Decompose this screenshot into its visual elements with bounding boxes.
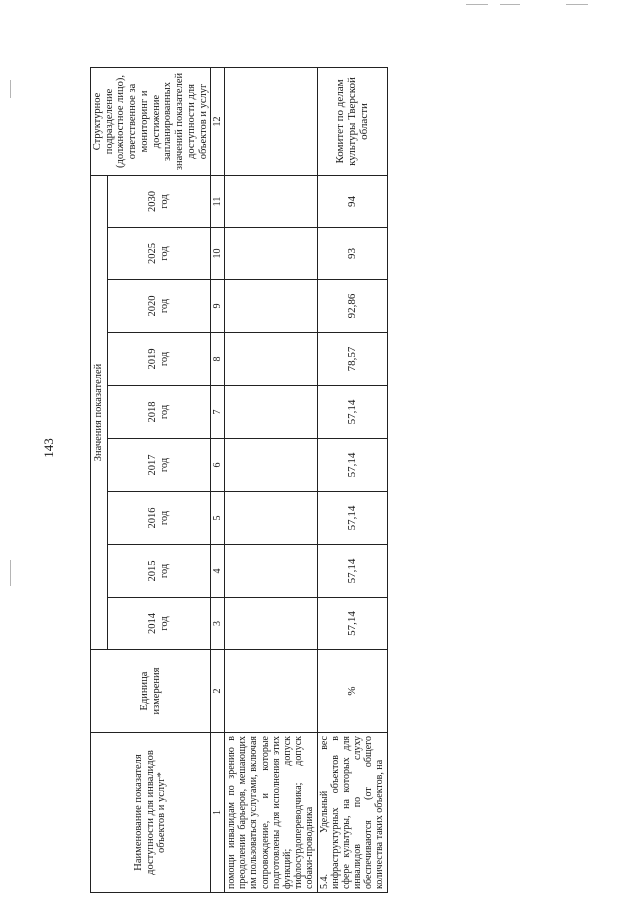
- header-year: 2030 год: [108, 175, 211, 227]
- table-row: [225, 67, 318, 892]
- scan-mark-top-2: [500, 4, 520, 5]
- column-number-row: [211, 67, 225, 892]
- header-year: 2016 год: [108, 492, 211, 545]
- value-cell: 92,86: [317, 280, 387, 333]
- column-number: 9: [211, 280, 225, 333]
- column-number: 8: [211, 333, 225, 386]
- value-cell: 57,14: [317, 598, 387, 650]
- column-number: 10: [211, 228, 225, 280]
- responsible-cell: [225, 67, 318, 175]
- value-cell: 57,14: [317, 439, 387, 492]
- unit-cell: %: [317, 650, 387, 733]
- value-cell: 57,14: [317, 492, 387, 545]
- value-cell: [225, 439, 318, 492]
- header-values-group: Значения показателей: [91, 175, 108, 649]
- value-cell: 78,57: [317, 333, 387, 386]
- header-year: 2020 год: [108, 280, 211, 333]
- value-cell: [225, 386, 318, 439]
- value-cell: 57,14: [317, 545, 387, 598]
- value-cell: [225, 175, 318, 227]
- scan-mark-top-1: [466, 4, 488, 5]
- value-cell: 93: [317, 228, 387, 280]
- header-year: 2019 год: [108, 333, 211, 386]
- header-row-group: [91, 67, 108, 892]
- value-cell: [225, 545, 318, 598]
- rotated-table-wrapper: [90, 68, 386, 893]
- accessibility-indicators-table: [90, 67, 388, 893]
- header-unit: Единица измерения: [91, 650, 211, 733]
- header-year: 2014 год: [108, 598, 211, 650]
- indicator-name-cell: помощи инвалидам по зрению в преодолении барьеров, мешающих им пользоваться услугами, включая сопровождение, и которые подготовлены для исполнения этих функций; допуск тифлосурдопереводчика; допуск собаки-проводника: [225, 733, 318, 893]
- value-cell: [225, 598, 318, 650]
- responsible-cell: Комитет по делам культуры Тверской области: [317, 67, 387, 175]
- column-number: 3: [211, 598, 225, 650]
- indicator-name-cell: 5.4. Удельный вес инфраструктурных объектов в сфере культуры, на которых для инвалидов по слуху обеспечиваются (от общего количества таких объектов, на: [317, 733, 387, 893]
- column-number: 5: [211, 492, 225, 545]
- value-cell: [225, 333, 318, 386]
- value-cell: 57,14: [317, 386, 387, 439]
- column-number: 1: [211, 733, 225, 893]
- header-year: 2017 год: [108, 439, 211, 492]
- column-number: 6: [211, 439, 225, 492]
- column-number: 7: [211, 386, 225, 439]
- column-number: 2: [211, 650, 225, 733]
- column-number: 4: [211, 545, 225, 598]
- header-year: 2015 год: [108, 545, 211, 598]
- header-indicator-name: Наименование показателя доступности для инвалидов объектов и услуг*: [91, 733, 211, 893]
- value-cell: 94: [317, 175, 387, 227]
- header-year: 2018 год: [108, 386, 211, 439]
- header-year: 2025 год: [108, 228, 211, 280]
- column-number: 12: [211, 67, 225, 175]
- header-responsible: Структурное подразделение (должностное лицо), ответственное за мониторинг и достижение запланированных значений показателей доступности для объектов и услуг: [91, 67, 211, 175]
- column-number: 11: [211, 175, 225, 227]
- scan-mark-left-2: [10, 560, 11, 586]
- value-cell: [225, 228, 318, 280]
- unit-cell: [225, 650, 318, 733]
- table-row: [317, 67, 387, 892]
- value-cell: [225, 280, 318, 333]
- value-cell: [225, 492, 318, 545]
- scan-mark-top-3: [566, 4, 588, 5]
- page-number: 143: [41, 438, 56, 458]
- scan-mark-left-1: [10, 80, 11, 98]
